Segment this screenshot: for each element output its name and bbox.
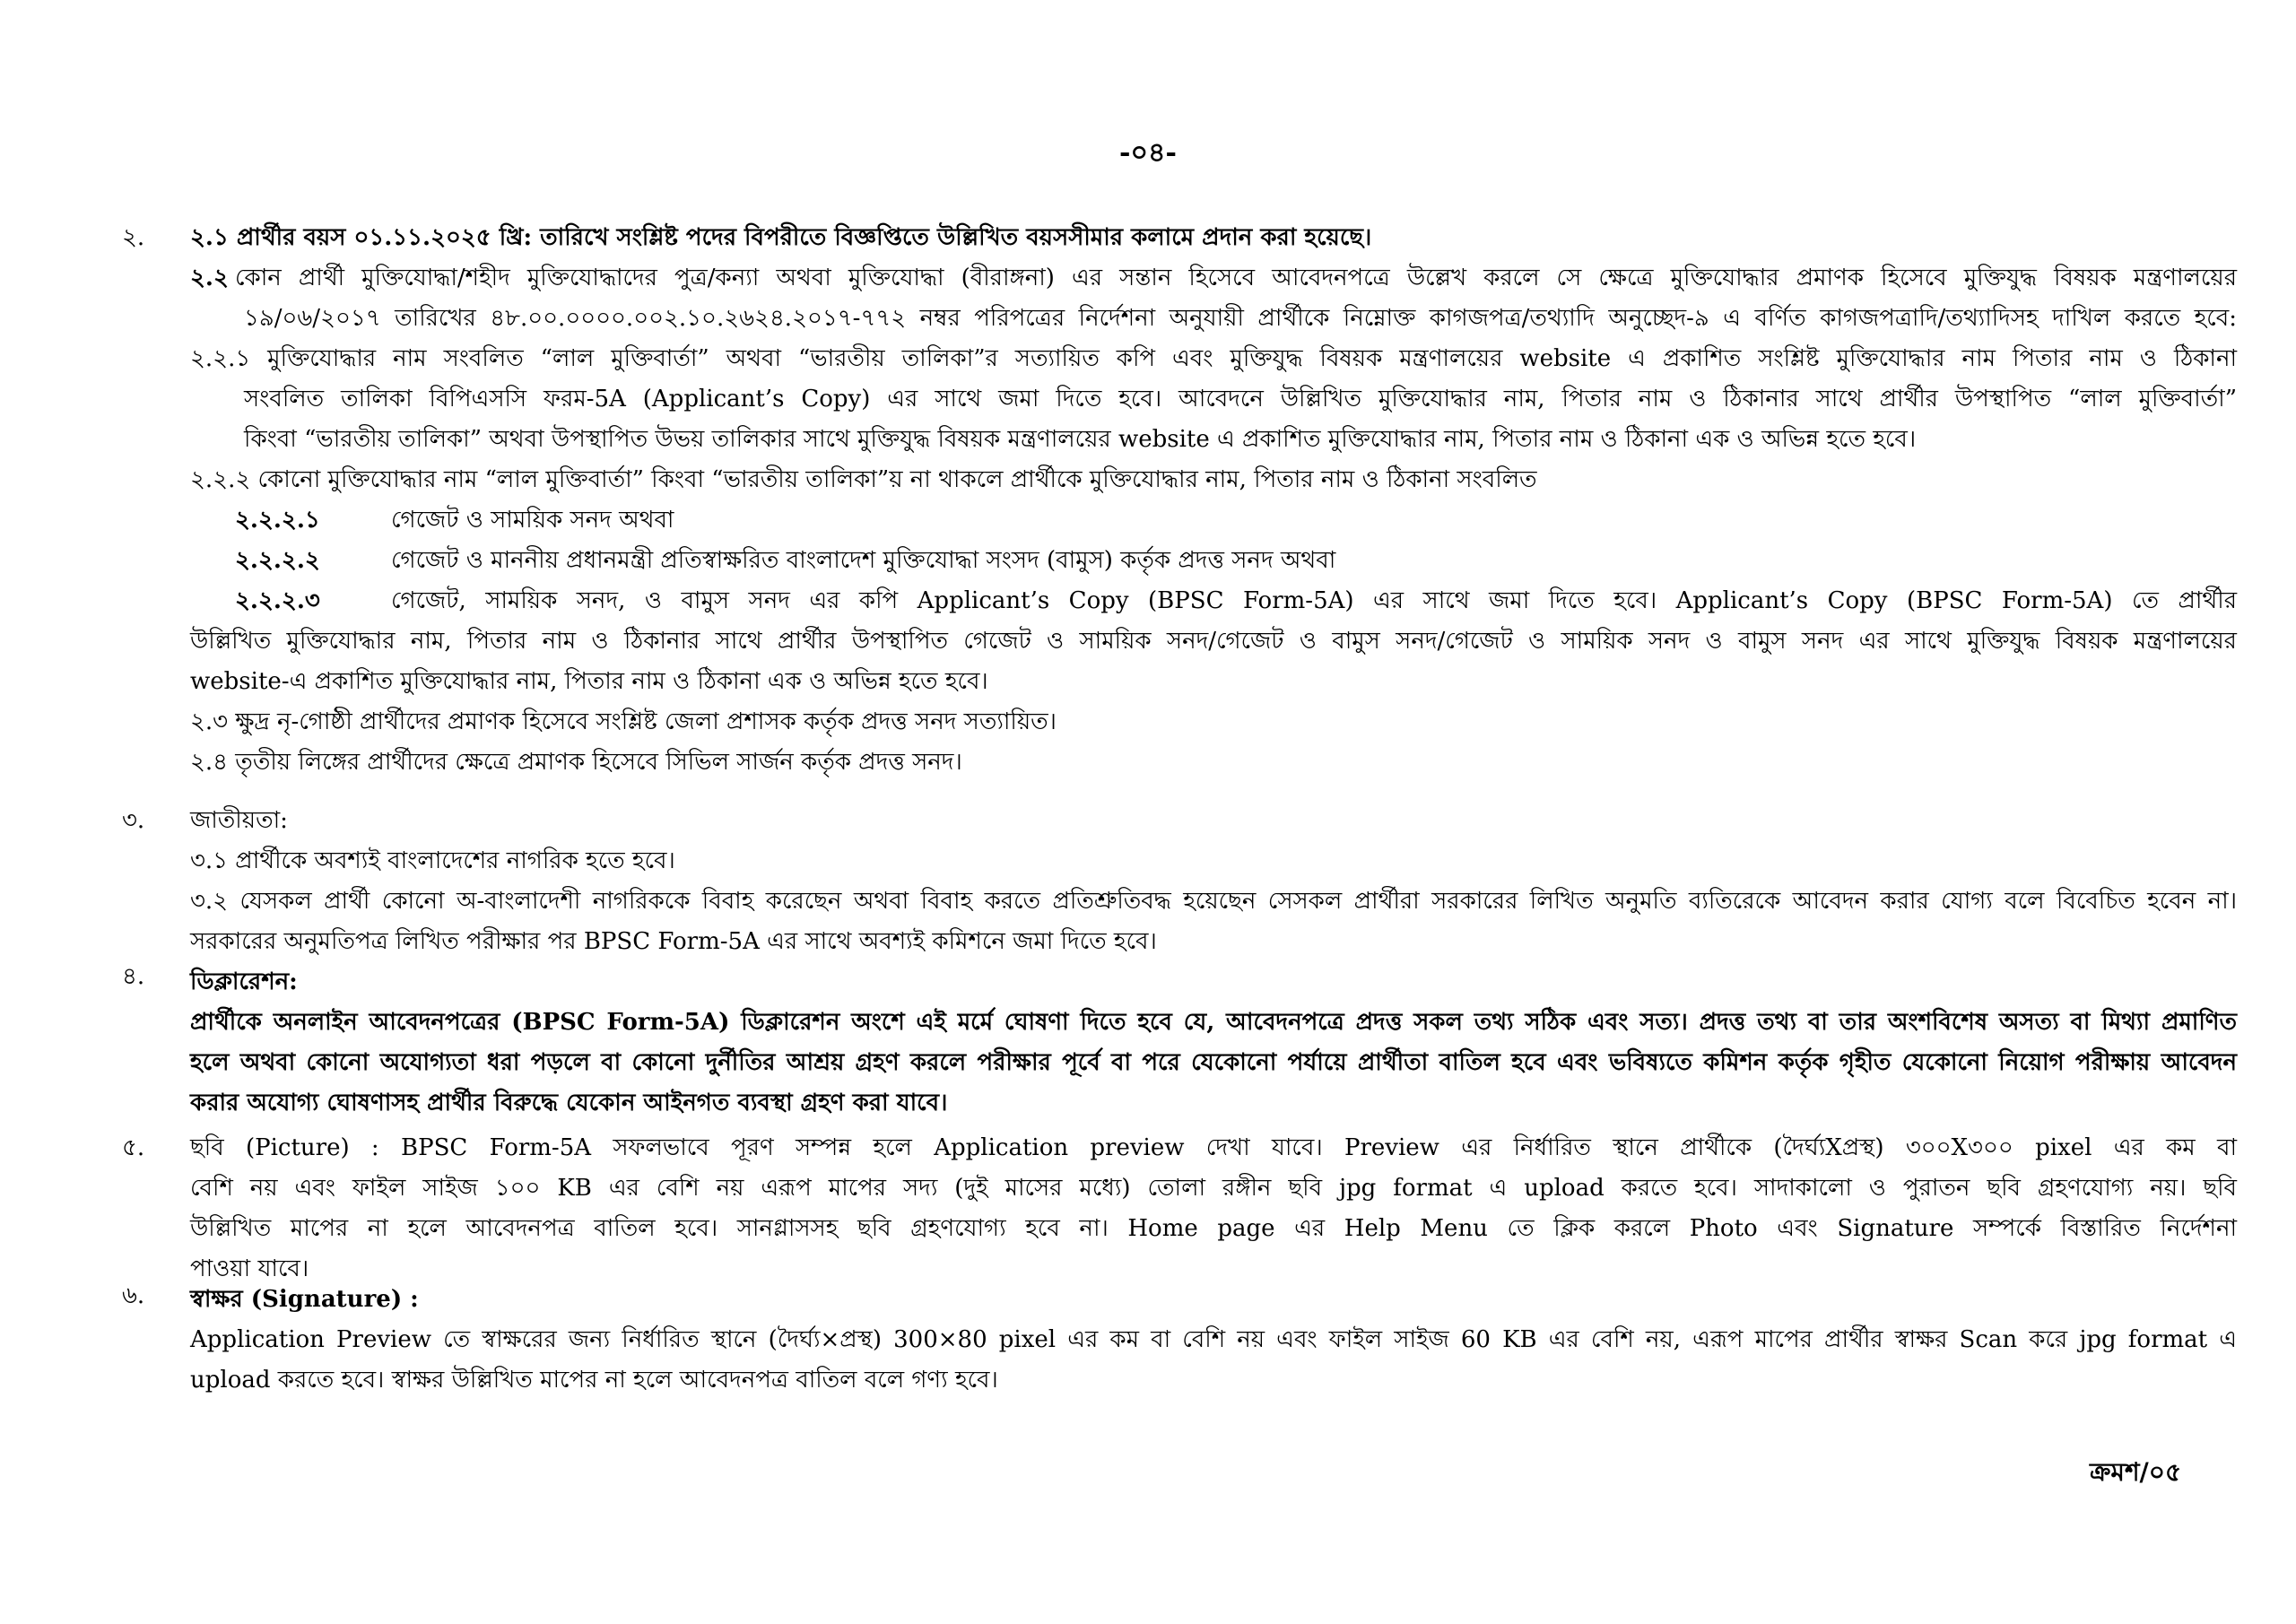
section-4-heading: ডিক্লারেশন: [190,968,298,995]
continued-marker: ক্রমশ/০৫ [2090,1457,2182,1487]
section-6-number: ৬. [122,1282,145,1309]
section-3-number: ৩. [122,807,145,834]
section-2-2-1-line-2: সংবলিত তালিকা বিপিএসসি ফরম-5A (Applicant’s Copy) এর সাথে জমা দিতে হবে। আবেদনে উল্লিখিত মুক্তিযোদ্ধার নাম, পিতার নাম ও ঠিকানার সাথে প্রার্থীর উপস্থাপিত “লাল মুক্তিবার্তা” [244,386,2237,413]
sub-item-code-1: ২.২.২.১ [235,507,320,534]
section-2-2-2-3-end: website-এ প্রকাশিত মুক্তিযোদ্ধার নাম, পিতার নাম ও ঠিকানা এক ও অভিন্ন হতে হবে। [190,668,988,695]
section-2-number: ২. [122,224,145,251]
section-6-line-1: Application Preview তে স্বাক্ষরের জন্য নির্ধারিত স্থানে (দৈর্ঘ্য×প্রস্থ) 300×80 pixel এর কম বা বেশি নয় এবং ফাইল সাইজ 60 KB এর বেশি নয়, এরূপ মাপের প্রার্থীর স্বাক্ষর Scan করে jpg format এ [190,1326,2237,1353]
sub-item-code-2: ২.২.২.২ [235,547,320,574]
section-4-number: ৪. [122,963,145,990]
section-2-3-text: ২.৩ ক্ষুদ্র নৃ-গোষ্ঠী প্রার্থীদের প্রমাণক হিসেবে সংশ্লিষ্ট জেলা প্রশাসক কর্তৃক প্রদত্ত সনদ সত্যায়িত। [190,708,1057,735]
section-5-line-3: উল্লিখিত মাপের না হলে আবেদনপত্র বাতিল হবে। সানগ্লাসসহ ছবি গ্রহণযোগ্য হবে না। Home page এর Help Menu তে ক্লিক করলে Photo এবং Signature সম্পর্কে বিস্তারিত নির্দেশনা [190,1215,2237,1242]
section-5-line-2: বেশি নয় এবং ফাইল সাইজ ১০০ KB এর বেশি নয় এরূপ মাপের সদ্য (দুই মাসের মধ্যে) তোলা রঙ্গীন ছবি jpg format এ upload করতে হবে। সাদাকালো ও পুরাতন ছবি গ্রহণযোগ্য নয়। ছবি [190,1175,2237,1202]
page-number: -০৪- [1119,137,1177,169]
section-2-2-1-line-3: কিংবা “ভারতীয় তালিকা” অথবা উপস্থাপিত উভয় তালিকার সাথে মুক্তিযুদ্ধ বিষয়ক মন্ত্রণালয়ের website এ প্রকাশিত মুক্তিযোদ্ধার নাম, পিতার নাম ও ঠিকানা এক ও অভিন্ন হতে হবে। [244,426,1917,453]
section-5-line-4: পাওয়া যাবে। [190,1255,309,1282]
section-2-2-1-line-1: ২.২.১ মুক্তিযোদ্ধার নাম সংবলিত “লাল মুক্তিবার্তা” অথবা “ভারতীয় তালিকা”র সত্যায়িত কপি এবং মুক্তিযুদ্ধ বিষয়ক মন্ত্রণালয়ের website এ প্রকাশিত সংশ্লিষ্ট মুক্তিযোদ্ধার নাম পিতার নাম ও ঠিকানা [190,345,2237,372]
section-6-line-2: upload করতে হবে। স্বাক্ষর উল্লিখিত মাপের না হলে আবেদনপত্র বাতিল বলে গণ্য হবে। [190,1367,998,1394]
section-4-line-2: হলে অথবা কোনো অযোগ্যতা ধরা পড়লে বা কোনো দুর্নীতির আশ্রয় গ্রহণ করলে পরীক্ষার পূর্বে বা পরে যেকোনো পর্যায়ে প্রার্থীতা বাতিল হবে এবং ভবিষ্যতে কমিশন কর্তৃক গৃহীত যেকোনো নিয়োগ পরীক্ষায় আবেদন [190,1049,2237,1076]
section-3-heading: জাতীয়তা: [190,807,288,834]
section-3-2-line-1: ৩.২ যেসকল প্রার্থী কোনো অ-বাংলাদেশী নাগরিককে বিবাহ করেছেন অথবা বিবাহ করতে প্রতিশ্রুতিবদ্ধ হয়েছেন সেসকল প্রার্থীরা সরকারের লিখিত অনুমতি ব্যতিরেকে আবেদন করার যোগ্য বলে বিবেচিত হবেন না। [190,888,2237,915]
section-4-line-3: করার অযোগ্য ঘোষণাসহ প্রার্থীর বিরুদ্ধে যেকোন আইনগত ব্যবস্থা গ্রহণ করা যাবে। [190,1090,948,1116]
section-6-heading: স্বাক্ষর (Signature) : [190,1286,419,1313]
section-2-2-2-3-continuation: উল্লিখিত মুক্তিযোদ্ধার নাম, পিতার নাম ও ঠিকানার সাথে প্রার্থীর উপস্থাপিত গেজেট ও সাময়িক সনদ/গেজেট ও বামুস সনদ/গেজেট ও সাময়িক সনদ ও বামুস সনদ এর সাথে মুক্তিযুদ্ধ বিষয়ক মন্ত্রণালয়ের [190,628,2237,655]
section-2-2-2-text: ২.২.২ কোনো মুক্তিযোদ্ধার নাম “লাল মুক্তিবার্তা” কিংবা “ভারতীয় তালিকা”য় না থাকলে প্রার্থীকে মুক্তিযোদ্ধার নাম, পিতার নাম ও ঠিকানা সংবলিত [190,466,1537,493]
section-5-line-1: ছবি (Picture) : BPSC Form-5A সফলভাবে পূরণ সম্পন্ন হলে Application preview দেখা যাবে। Preview এর নির্ধারিত স্থানে প্রার্থীকে (দৈর্ঘ্যXপ্রস্থ) ৩০০X৩০০ pixel এর কম বা [190,1134,2237,1161]
section-3-1-text: ৩.১ প্রার্থীকে অবশ্যই বাংলাদেশের নাগরিক হতে হবে। [190,847,675,874]
section-2-2-line-1: কোন প্রার্থী মুক্তিযোদ্ধা/শহীদ মুক্তিযোদ্ধাদের পুত্র/কন্যা অথবা মুক্তিযোদ্ধা (বীরাঙ্গনা) এর সন্তান হিসেবে আবেদনপত্রে উল্লেখ করলে সে ক্ষেত্রে মুক্তিযোদ্ধার প্রমাণক হিসেবে মুক্তিযুদ্ধ বিষয়ক মন্ত্রণালয়ের [235,265,2237,291]
section-3-2-line-2: সরকারের অনুমতিপত্র লিখিত পরীক্ষার পর BPSC Form-5A এর সাথে অবশ্যই কমিশনে জমা দিতে হবে। [190,928,1157,955]
sub-item-text-1: গেজেট ও সাময়িক সনদ অথবা [391,507,674,534]
section-5-number: ৫. [122,1134,145,1161]
section-2-4-text: ২.৪ তৃতীয় লিঙ্গের প্রার্থীদের ক্ষেত্রে প্রমাণক হিসেবে সিভিল সার্জন কর্তৃক প্রদত্ত সনদ। [190,749,962,776]
sub-item-text-3: গেজেট, সাময়িক সনদ, ও বামুস সনদ এর কপি Applicant’s Copy (BPSC Form-5A) এর সাথে জমা দিতে হবে। Applicant’s Copy (BPSC Form-5A) তে প্রার্থীর [391,587,2237,614]
section-2-2-marker: ২.২ [190,265,229,291]
sub-item-text-2: গেজেট ও মাননীয় প্রধানমন্ত্রী প্রতিস্বাক্ষরিত বাংলাদেশ মুক্তিযোদ্ধা সংসদ (বামুস) কর্তৃক প্রদত্ত সনদ অথবা [391,547,1336,574]
sub-item-code-3: ২.২.২.৩ [235,587,320,614]
section-2-2-line-2: ১৯/০৬/২০১৭ তারিখের ৪৮.০০.০০০০.০০২.১০.২৬২৪.২০১৭-৭৭২ নম্বর পরিপত্রের নির্দেশনা অনুযায়ী প্রার্থীকে নিম্নোক্ত কাগজপত্র/তথ্যাদি অনুচ্ছেদ-৯ এ বর্ণিত কাগজপত্রাদি/তথ্যাদিসহ দাখিল করতে হবে: [244,305,2237,332]
section-4-line-1: প্রার্থীকে অনলাইন আবেদনপত্রের (BPSC Form-5A) ডিক্লারেশন অংশে এই মর্মে ঘোষণা দিতে হবে যে, আবেদনপত্রে প্রদত্ত সকল তথ্য সঠিক এবং সত্য। প্রদত্ত তথ্য বা তার অংশবিশেষ অসত্য বা মিথ্যা প্রমাণিত [190,1009,2237,1036]
section-2-1-text: ২.১ প্রার্থীর বয়স ০১.১১.২০২৫ খ্রি: তারিখে সংশ্লিষ্ট পদের বিপরীতে বিজ্ঞপ্তিতে উল্লিখিত বয়সসীমার কলামে প্রদান করা হয়েছে। [190,224,1372,251]
